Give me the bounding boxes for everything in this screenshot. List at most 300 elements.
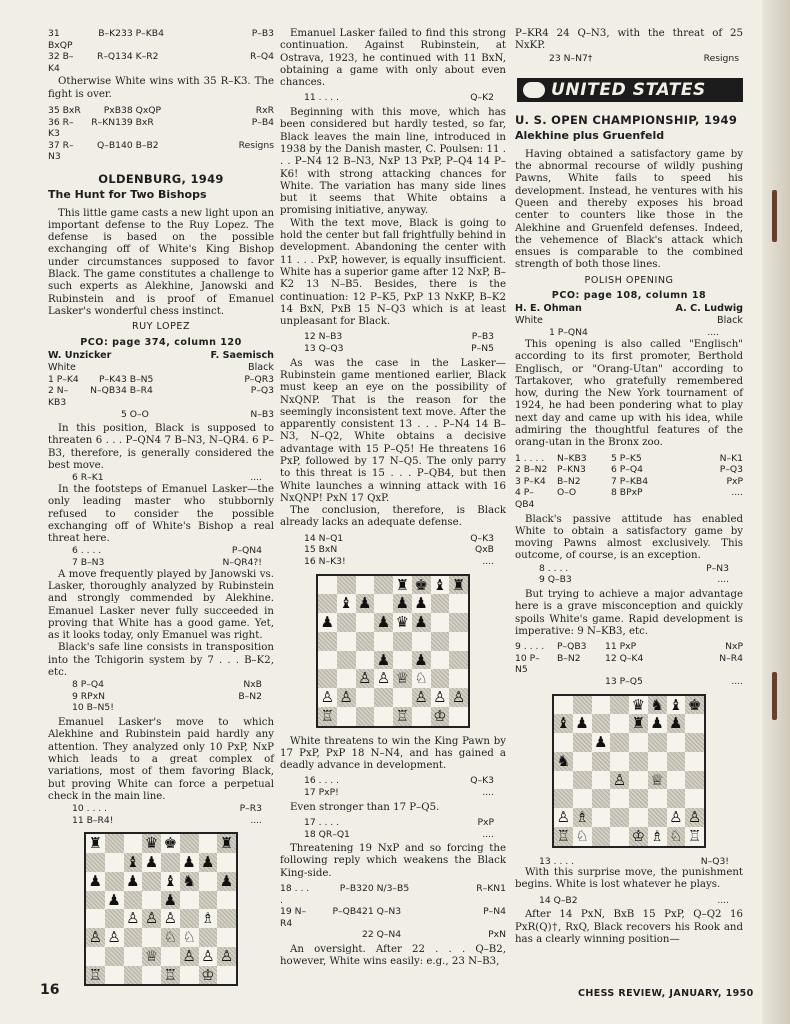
move: 20 N/3–B5: [362, 883, 410, 894]
column-left: [48, 28, 274, 994]
moves-table: [515, 641, 743, 687]
board-square: [180, 966, 199, 985]
board-square: [449, 632, 468, 651]
black-queen-icon: ♛: [631, 695, 646, 714]
board-square: [554, 733, 573, 752]
move: N–K1: [719, 452, 743, 464]
black-pawn-icon: ♟: [144, 853, 159, 872]
board-square: [573, 733, 592, 752]
board-square: [217, 891, 236, 910]
black-bishop-icon: ♝: [433, 575, 447, 594]
annotation: With this surprise move, the punishment begins. White is lost whatever he plays.: [515, 867, 743, 891]
move: P–Q3: [719, 464, 743, 476]
move: QxB: [475, 544, 494, 556]
move: 14 Q–B2: [539, 894, 578, 906]
move: ....: [717, 574, 729, 586]
black-bishop-icon: ♝: [339, 594, 353, 613]
annotation: White threatens to win the King Pawn by 17 PxP, PxP 18 N–N4, and has gained a deadly advance in development.: [280, 735, 506, 772]
board-square: [86, 947, 105, 966]
white-rook-icon: ♖: [163, 965, 178, 984]
move: 9 RPxN: [72, 690, 105, 702]
board-square: [592, 789, 611, 808]
move: 34 K–R2: [121, 51, 159, 63]
board-square: [337, 651, 356, 670]
board-square: [105, 853, 124, 872]
board-square: [199, 891, 218, 910]
move: N–R4: [719, 652, 743, 664]
move-line: [72, 679, 274, 691]
white-pawn-icon: ♙: [358, 669, 372, 688]
black-rook-icon: ♜: [219, 834, 234, 853]
white-player: H. E. Ohman: [515, 303, 582, 315]
move: Q–K2: [470, 92, 494, 104]
board-square: [592, 696, 611, 715]
move-line: [304, 787, 506, 799]
white-rook-icon: ♖: [320, 706, 335, 725]
move: 13 . . . .: [539, 855, 575, 867]
black-rook-icon: ♜: [88, 834, 103, 853]
article-subtitle: Alekhine plus Gruenfeld: [515, 129, 665, 143]
white-bishop-icon: ♗: [575, 808, 589, 827]
move-line: [539, 563, 743, 575]
board-square: [124, 834, 143, 853]
move: N–B3: [250, 408, 274, 420]
move: 7 B–N3: [72, 557, 105, 569]
black-label: Black: [248, 361, 274, 373]
pco-reference: PCO: page 374, column 120: [80, 336, 242, 348]
move: 18 . . . .: [280, 883, 310, 906]
board-square: [374, 594, 393, 613]
board-square: [217, 928, 236, 947]
black-player: F. Saemisch: [210, 349, 274, 361]
white-rook-icon: ♖: [88, 965, 103, 984]
annotation: With the text move, Black is going to hold the center but fall frightfully behind in development. Abandoning the center with 11 . . . PxP, however, is equally insufficient. White has a superior game after 12 NxP, B–K2 13 N–B5. Besides, there is the continuation: 12 P–K5, PxP 13 NxKP, B–K2 14 BxN, PxB 15 N–Q3 which is at least unpleasant for Black.: [280, 217, 506, 328]
board-square: [573, 696, 592, 715]
move: ....: [482, 787, 494, 799]
move-line: [72, 803, 274, 815]
board-square: [648, 733, 667, 752]
move: Q–K3: [470, 775, 494, 787]
board-square: [449, 707, 468, 726]
black-player: A. C. Ludwig: [675, 303, 743, 315]
move: 12 N–B3: [304, 331, 343, 343]
white-player: W. Unzicker: [48, 349, 112, 361]
black-king-icon: ♚: [414, 575, 428, 594]
move: 22 Q–N4: [362, 929, 402, 941]
annotation: As was the case in the Lasker—Rubinstein game mentioned earlier, Black must keep an eye on the possibility of NxQNP. That is the reason for the seemingly inconsistent text move. After the apparently consistent 13 . . . P–N4 14 B–N3, N–Q2, White obtains a decisive advantage with 15 P–Q5! He threatens 16 PxP, followed by 17 N–Q5. The only parry to this threat is 15 . . . P–QB4, but then White launches a winning attack with 16 NxQNP! PxN 17 QxP.: [280, 357, 506, 504]
moves-table: [48, 374, 274, 420]
move-line: [304, 829, 506, 841]
move: 37 R–N3: [48, 139, 74, 163]
white-pawn-icon: ♙: [163, 909, 178, 928]
board-square: [648, 808, 667, 827]
board-square: [554, 771, 573, 790]
annotation: Emanuel Lasker failed to find this strong continuation. Against Rubinstein, at Ostrava, 1923, he continued with 11 BxN, obtaining a game with only about even chances.: [280, 28, 506, 89]
black-pawn-icon: ♟: [395, 594, 410, 613]
white-king-icon: ♔: [433, 706, 447, 725]
board-square: [629, 808, 648, 827]
board-square: [217, 909, 236, 928]
board-square: [374, 707, 393, 726]
black-pawn-icon: ♟: [650, 714, 664, 733]
board-square: [374, 632, 393, 651]
board-square: [356, 613, 375, 632]
board-square: [648, 752, 667, 771]
black-pawn-icon: ♟: [358, 594, 372, 613]
move: P–B3: [339, 883, 362, 894]
move: P–KN3: [557, 464, 586, 476]
move: 12 Q–K4: [605, 652, 644, 664]
board-square: [105, 947, 124, 966]
move: R–Q1: [96, 51, 121, 63]
black-pawn-icon: ♟: [414, 650, 428, 669]
board-square: [124, 891, 143, 910]
board-square: [180, 834, 199, 853]
board-square: [199, 834, 218, 853]
black-king-icon: ♚: [687, 695, 702, 714]
move: PxN: [488, 929, 506, 941]
move: 8 . . . .: [539, 562, 569, 574]
move: 38 QxQP: [121, 104, 162, 116]
board-square: [685, 714, 704, 733]
move: P–QB4: [332, 906, 362, 918]
move: 13 Q–Q3: [304, 343, 344, 355]
white-bishop-icon: ♗: [650, 826, 664, 845]
move-line: [304, 92, 506, 104]
board-square: [105, 834, 124, 853]
move: 8 BPxP: [611, 487, 643, 499]
move: P–QR3: [244, 373, 274, 385]
white-knight-icon: ♘: [669, 826, 683, 845]
white-king-icon: ♔: [631, 826, 646, 845]
move: ....: [482, 555, 494, 567]
move: P–R3: [239, 803, 262, 815]
move: 6 P–Q4: [611, 464, 643, 476]
move: P–N4: [483, 906, 506, 918]
move: P–B3: [471, 331, 494, 343]
white-pawn-icon: ♙: [612, 770, 627, 789]
black-pawn-icon: ♟: [376, 613, 391, 632]
board-square: [610, 752, 629, 771]
colors-row: [515, 315, 743, 327]
opening-name: POLISH OPENING: [584, 274, 674, 286]
section-title: OLDENBURG, 1949: [98, 171, 224, 186]
move: 7 P–KB4: [611, 475, 649, 487]
move: 5 P–K5: [611, 452, 642, 464]
board-square: [318, 594, 337, 613]
move: [48, 409, 81, 421]
white-pawn-icon: ♙: [669, 808, 683, 827]
move: 17 PxP!: [304, 787, 339, 799]
white-knight-icon: ♘: [575, 826, 589, 845]
move: 14 N–Q1: [304, 532, 344, 544]
players-row: [48, 350, 274, 362]
white-knight-icon: ♘: [163, 928, 178, 947]
move: Q–B1: [97, 139, 121, 151]
board-square: [199, 928, 218, 947]
board-square: [356, 651, 375, 670]
board-square: [685, 752, 704, 771]
board-square: [217, 853, 236, 872]
move: 33 P–KB4: [121, 28, 164, 39]
board-square: [431, 613, 450, 632]
move: B–N2: [557, 475, 581, 487]
move: ....: [731, 675, 743, 687]
black-rook-icon: ♜: [451, 575, 466, 594]
intro-paragraph: Having obtained a satisfactory game by the abnormal recourse of wildly pushing Pawns, White fails to speed his development. Instead, he ventures with his Queen and thereby exposes his broad center to counters like those in the Alekhine and Gruenfeld defenses. Indeed, the vehemence of Black's attack which ensues is comparable to the combined strength of both those lines.: [515, 148, 743, 271]
board-square: [554, 789, 573, 808]
board-square: [356, 576, 375, 595]
white-pawn-icon: ♙: [414, 688, 428, 707]
move: [81, 409, 121, 421]
move: 19 N–R4: [280, 906, 307, 929]
board-square: [318, 632, 337, 651]
move: NxB: [243, 679, 262, 691]
move: 8 P–Q4: [72, 679, 104, 691]
move-line: [72, 557, 274, 569]
board-square: [161, 853, 180, 872]
white-pawn-icon: ♙: [219, 946, 234, 965]
move: N–KB3: [557, 452, 587, 464]
board-square: [610, 696, 629, 715]
move: P–K4: [98, 373, 121, 385]
move: 10 B–N5!: [72, 702, 114, 714]
move: 36 R–K3: [48, 116, 74, 140]
board-square: [318, 669, 337, 688]
white-queen-icon: ♕: [650, 770, 664, 789]
page-binding-edge: [762, 0, 790, 1024]
black-bishop-icon: ♝: [556, 714, 571, 733]
board-square: [337, 613, 356, 632]
board-square: [217, 966, 236, 985]
white-pawn-icon: ♙: [182, 946, 196, 965]
black-bishop-icon: ♝: [126, 853, 140, 872]
moves-table: [280, 883, 506, 941]
white-knight-icon: ♘: [182, 928, 196, 947]
board-square: [337, 707, 356, 726]
board-square: [337, 669, 356, 688]
board-square: [356, 707, 375, 726]
board-square: [180, 891, 199, 910]
board-square: [105, 909, 124, 928]
move: PxP: [477, 816, 494, 828]
move-line: [304, 775, 506, 787]
board-square: [142, 872, 161, 891]
move: ....: [482, 828, 494, 840]
white-pawn-icon: ♙: [433, 688, 447, 707]
move: PxB: [103, 104, 121, 116]
move: 6 R–K1: [72, 472, 104, 484]
board-square: [318, 576, 337, 595]
move: 2 N–KB3: [48, 385, 69, 408]
board-square: [337, 576, 356, 595]
move: 40 B–B2: [121, 139, 159, 151]
move-line: [304, 817, 506, 829]
board-square: [337, 632, 356, 651]
move-line: [72, 815, 274, 827]
board-square: [449, 669, 468, 688]
move: N–QR4?!: [222, 557, 262, 569]
binding-mark: [772, 190, 777, 242]
move: 11 PxP: [605, 641, 637, 653]
move-line: [539, 574, 743, 586]
board-square: [431, 594, 450, 613]
board-square: [685, 733, 704, 752]
move: RxR: [255, 104, 274, 116]
black-pawn-icon: ♟: [107, 890, 121, 909]
board-square: [124, 947, 143, 966]
move: [280, 929, 314, 941]
white-queen-icon: ♕: [395, 669, 410, 688]
board-square: [629, 771, 648, 790]
page-number: 16: [40, 982, 60, 998]
board-square: [431, 669, 450, 688]
moves-table: [48, 28, 274, 74]
white-pawn-icon: ♙: [88, 928, 103, 947]
annotation: Black's passive attitude has enabled White to obtain a satisfactory game by moving Pawns almost exclusively. This outcome, of course, is an exception.: [515, 513, 743, 562]
moves-table: [48, 105, 274, 163]
board-square: [431, 651, 450, 670]
board-square: [142, 966, 161, 985]
move: 32 B–K4: [48, 51, 74, 74]
board-square: [199, 872, 218, 891]
board-square: [431, 632, 450, 651]
move: P–N5: [471, 343, 494, 355]
move-line: [539, 895, 743, 907]
black-pawn-icon: ♟: [414, 594, 428, 613]
board-square: [667, 789, 686, 808]
chess-diagram: [84, 832, 238, 986]
white-queen-icon: ♕: [144, 946, 159, 965]
move: 21 Q–N3: [362, 906, 402, 918]
board-square: [449, 651, 468, 670]
black-rook-icon: ♜: [631, 714, 646, 733]
board-square: [610, 733, 629, 752]
board-square: [592, 808, 611, 827]
move-line: [304, 556, 506, 568]
board-square: [161, 947, 180, 966]
black-queen-icon: ♛: [144, 834, 159, 853]
move: R–KN1: [91, 116, 121, 128]
move: PxP: [726, 475, 743, 487]
move: Resigns: [703, 52, 739, 64]
annotation: Threatening 19 NxP and so forcing the following reply which weakens the Black King-side.: [280, 843, 506, 879]
board-square: [610, 827, 629, 846]
white-pawn-icon: ♙: [201, 946, 215, 965]
black-knight-icon: ♞: [182, 871, 196, 890]
move: ....: [717, 894, 729, 906]
move: 18 QR–Q1: [304, 828, 350, 840]
board-square: [629, 752, 648, 771]
annotation: Otherwise White wins with 35 R–K3. The fight is over.: [48, 76, 274, 100]
board-square: [592, 827, 611, 846]
banner-label: UNITED STATES: [551, 80, 706, 101]
column-middle: [280, 28, 506, 969]
pco-reference: PCO: page 108, column 18: [551, 290, 707, 302]
move: 9 Q–B3: [539, 574, 572, 586]
move: 4 P–QB4: [515, 487, 535, 510]
white-pawn-icon: ♙: [376, 669, 391, 688]
white-pawn-icon: ♙: [126, 909, 140, 928]
move: 11 . . . .: [304, 92, 340, 104]
move: N–Q3!: [700, 855, 729, 867]
white-pawn-icon: ♙: [320, 688, 335, 707]
board-square: [449, 594, 468, 613]
move: O–O: [557, 487, 577, 499]
black-queen-icon: ♛: [395, 613, 410, 632]
annotation: In this position, Black is supposed to threaten 6 . . . P–QN4 7 B–N3, N–QR4. 6 P–B3, therefore, is generally considered the best move.: [48, 423, 274, 472]
black-pawn-icon: ♟: [669, 714, 683, 733]
board-square: [356, 688, 375, 707]
move: NxP: [725, 641, 743, 653]
board-square: [374, 688, 393, 707]
black-king-icon: ♚: [163, 834, 178, 853]
annotation: But trying to achieve a major advantage here is a grave misconception and quickly spoils White's game. Rapid development is imperative: 9 N–KB3, etc.: [515, 588, 743, 637]
intro-paragraph: This little game casts a new light upon an important defense to the Ruy Lopez. The defense is based on the possible exchanging off of White's King Bishop under circumstances supposed to favor Black. The game constitutes a challenge to such experts as Alekhine, Janowski and Rubinstein and is proof of Emanuel Lasker's wonderful chess instinct.: [48, 207, 274, 317]
white-label: White: [48, 361, 76, 373]
move: B–N2: [238, 690, 262, 702]
move: 3 B–N5: [121, 373, 154, 385]
black-bishop-icon: ♝: [669, 695, 683, 714]
board-square: [142, 891, 161, 910]
white-rook-icon: ♖: [687, 826, 702, 845]
move: ....: [731, 487, 743, 499]
board-square: [667, 771, 686, 790]
move-line: [304, 533, 506, 545]
move-line: [72, 472, 274, 484]
board-square: [610, 789, 629, 808]
board-square: [449, 613, 468, 632]
board-square: [105, 872, 124, 891]
move-line: [539, 856, 743, 868]
board-square: [592, 771, 611, 790]
move: [314, 929, 362, 941]
moves-table: [515, 453, 743, 511]
board-square: [610, 714, 629, 733]
board-square: [124, 928, 143, 947]
annotation: Emanuel Lasker's move to which Alekhine and Rubinstein paid hardly any attention. They analyzed only 10 PxP, NxP which leads to a great complex of variations, most of them favoring Black, but proving White can force a perpetual check in the main line.: [48, 717, 274, 802]
move: 16 . . . .: [304, 775, 340, 787]
board-square: [573, 752, 592, 771]
move-line: [72, 702, 274, 714]
annotation: Black's safe line consists in transposition into the Tchigorin system by 7 . . . B–K2, etc.: [48, 642, 274, 678]
move: 15 BxN: [304, 544, 338, 556]
move: [192, 702, 262, 714]
move: [515, 676, 551, 688]
white-pawn-icon: ♙: [556, 808, 571, 827]
move: 3 P–K4: [515, 475, 546, 487]
black-pawn-icon: ♟: [182, 853, 196, 872]
black-knight-icon: ♞: [650, 695, 664, 714]
move: 23 N–N7†: [549, 52, 593, 64]
move: P–QN4: [231, 545, 262, 557]
move: [551, 676, 605, 688]
white-label: White: [515, 315, 543, 327]
board-square: [412, 632, 431, 651]
black-rook-icon: ♜: [395, 575, 410, 594]
board-square: [412, 707, 431, 726]
chess-diagram: [552, 694, 706, 848]
board-square: [592, 714, 611, 733]
board-square: [318, 651, 337, 670]
move: 35 BxR: [48, 104, 81, 116]
black-pawn-icon: ♟: [88, 871, 103, 890]
board-square: [629, 789, 648, 808]
white-knight-icon: ♘: [414, 669, 428, 688]
board-square: [667, 733, 686, 752]
annotation: This opening is also called "Englisch" according to its first promoter, Berthold Englisch, or "Orang-Utan" according to Tartakover, who gratefully remembered how, during the New York tournament of 1924, he had been pondering what to play next day and came up with his idea, while admiring the thoughtful features of the orang-utan in the Bronx zoo.: [515, 338, 743, 449]
move: 5 O–O: [121, 408, 149, 420]
